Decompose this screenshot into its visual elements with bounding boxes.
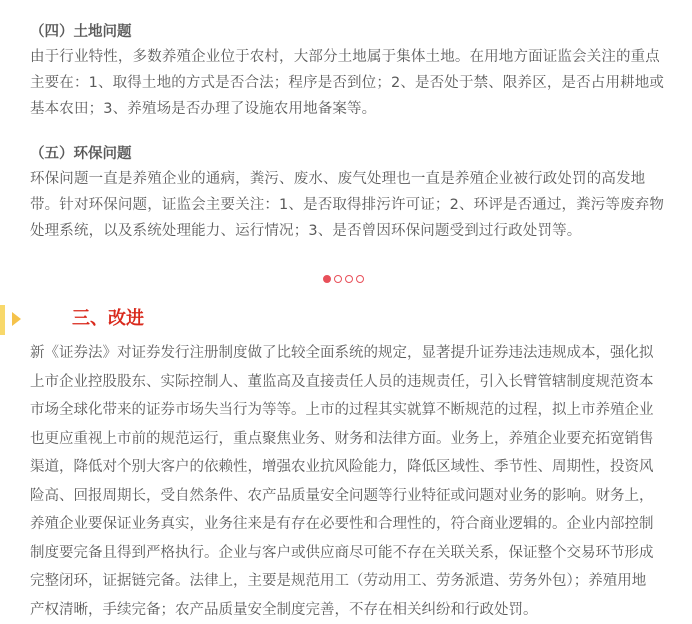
text-line: 制度要完备且得到严格执行。企业与客户或供应商尽可能不存在关联关系，保证整个交易环节形成 xyxy=(30,539,670,568)
section-environment xyxy=(30,142,670,244)
highlight-text: 业务、财务和法律方面 xyxy=(291,431,436,447)
highlight-text: 法律 xyxy=(190,573,219,589)
section-title-improvement: 三、改进 xyxy=(72,304,144,334)
text-span: 也更应重视上市前的规范运行，重点聚焦 xyxy=(30,431,291,447)
pager-dot[interactable] xyxy=(334,275,342,283)
text-line: 新《证券法》对证券发行注册制度做了比较全面系统的规定，显著提升证券违法违规成本，强化拟 xyxy=(30,339,670,368)
highlight-text: 财务 xyxy=(596,488,625,504)
pager-dot-active[interactable] xyxy=(323,275,331,283)
paragraph-environment xyxy=(30,166,670,244)
text-line: 环保问题一直是养殖企业的通病，粪污、废水、废气处理也一直是养殖企业被行政处罚的高发地 xyxy=(30,166,670,192)
paragraph-land xyxy=(30,44,670,122)
text-line: 市场全球化带来的证券市场失当行为等等。上市的过程其实就算不断规范的过程，拟上市养殖企业 xyxy=(30,396,670,425)
pager-dot[interactable] xyxy=(345,275,353,283)
highlight-text: 业务 xyxy=(451,431,480,447)
text-span: 险高、回报周期长，受自然条件、农产品质量安全问题等行业特征或问题对业务的影响。 xyxy=(30,488,596,504)
paragraph-improvement xyxy=(30,339,670,624)
section-land xyxy=(30,20,670,122)
section-marker-bar xyxy=(0,305,5,335)
text-line xyxy=(30,425,670,454)
text-line: 带。针对环保问题，证监会主要关注：1、是否取得排污许可证；2、环评是否通过，粪污等废弃物 xyxy=(30,192,670,218)
pager-dots xyxy=(323,272,364,286)
text-line: 处理系统，以及系统处理能力、运行情况；3、是否曾因环保问题受到过行政处罚等。 xyxy=(30,218,670,244)
text-span: 上，主要是规范用工（劳动用工、劳务派遣、劳务外包）；养殖用地 xyxy=(219,573,647,589)
text-span: 完整闭环，证据链完备。 xyxy=(30,573,190,589)
text-line: 产权清晰，手续完备；农产品质量安全制度完善，不存在相关纠纷和行政处罚。 xyxy=(30,596,670,624)
text-line: 养殖企业要保证业务真实，业务往来是有存在必要性和合理性的，符合商业逻辑的。企业内部控制 xyxy=(30,510,670,539)
text-line xyxy=(30,482,670,511)
text-line: 上市企业控股股东、实际控制人、董监高及直接责任人员的违规责任，引入长臂管辖制度规范资本 xyxy=(30,368,670,397)
text-line: 由于行业特性，多数养殖企业位于农村，大部分土地属于集体土地。在用地方面证监会关注的重点 xyxy=(30,44,670,70)
triangle-marker-icon xyxy=(12,312,21,326)
text-line: 主要在：1、取得土地的方式是否合法；程序是否到位；2、是否处于禁、限养区，是否占用耕地或 xyxy=(30,70,670,96)
section-heading-land: （四）土地问题 xyxy=(30,20,670,44)
pager-dot[interactable] xyxy=(356,275,364,283)
section-heading-environment: （五）环保问题 xyxy=(30,142,670,166)
text-span: 上， xyxy=(625,488,654,504)
text-line: 基本农田；3、养殖场是否办理了设施农用地备案等。 xyxy=(30,96,670,122)
highlight-text: 。 xyxy=(436,431,451,447)
text-line xyxy=(30,567,670,596)
text-line: 渠道，降低对个别大客户的依赖性，增强农业抗风险能力，降低区域性、季节性、周期性，投资风 xyxy=(30,453,670,482)
text-span: 上，养殖企业要充拓宽销售 xyxy=(480,431,654,447)
